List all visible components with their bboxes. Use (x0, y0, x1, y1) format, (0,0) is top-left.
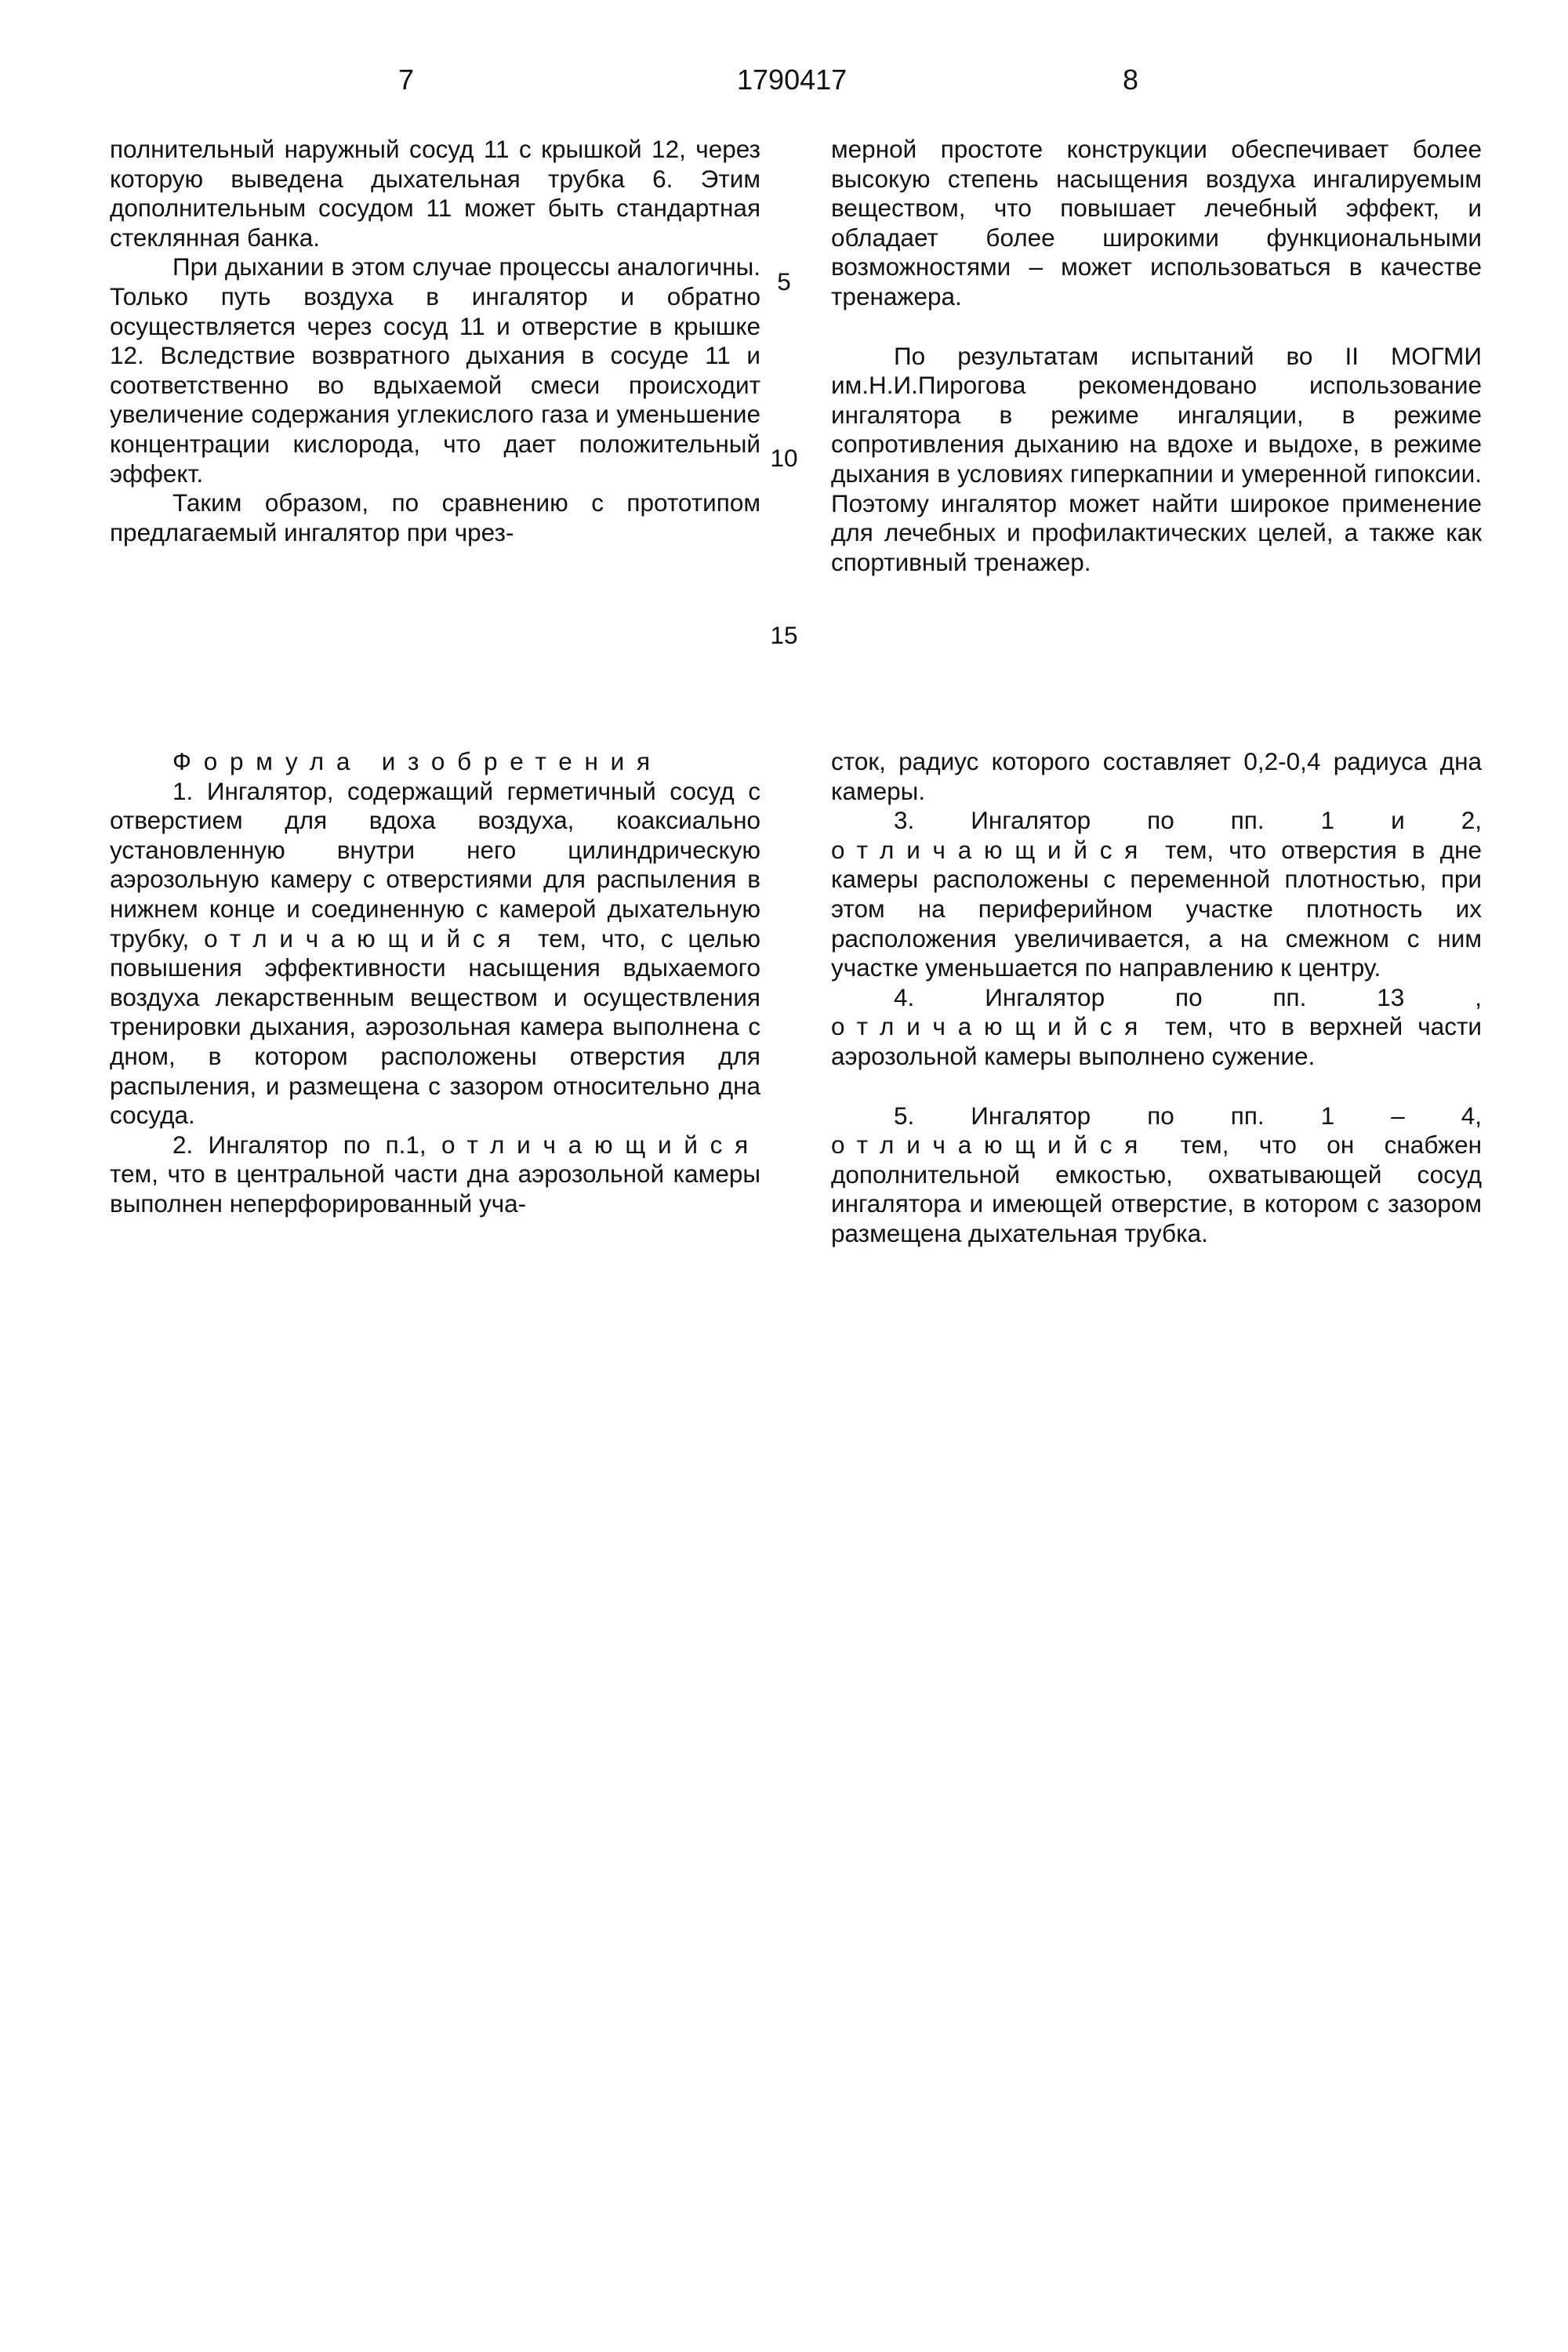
right-column-claims (831, 747, 1482, 1249)
claim-1: 1. Ингалятор, содержащий герметичный сосуд с отверстием для вдоха воздуха, коаксиально установленную внутри него цилиндрическую аэрозольную камеру с отверстиями для распыления в нижнем конце и соединенную с камерой дыхательную трубку, отличающийся тем, что, с целью повышения эффективности насыщения вдыхаемого воздуха лекарственным веществом и осуществления тренировки дыхания, аэрозольная камера выполнена с дном, в котором расположены отверстия для распыления, и размещена с зазором относительно дна сосуда. (110, 776, 760, 1130)
paragraph: При дыхании в этом случае процессы аналогичны. Только путь воздуха в ингалятор и обратно осуществляется через сосуд 11 и отверстие в крышке 12. Вследствие возвратного дыхания в сосуде 11 и соответственно во вдыхаемой смеси происходит увеличение содержания углекислого газа и уменьшение концентрации кислорода, что дает положительный эффект. (110, 252, 760, 488)
claim-3: 3. Ингалятор по пп. 1 и 2, отличающийся тем, что отверстия в дне камеры расположены с переменной плотностью, при этом на периферийном участке плотность их расположения увеличивается, а на смежном с ним участке уменьшается по направлению к центру. (831, 806, 1482, 982)
claim-4: 4. Ингалятор по пп. 13 , отличающийся тем, что в верхней части аэрозольной камеры выполнено сужение. (831, 982, 1482, 1070)
paragraph: полнительный наружный сосуд 11 с крышкой 12, через которую выведена дыхательная трубка 6. Этим дополнительным сосудом 11 может быть стандартная стеклянная банка. (110, 135, 760, 252)
claims-heading: Формула изобретения (172, 747, 662, 775)
claim-5: 5. Ингалятор по пп. 1 – 4, отличающийся тем, что он снабжен дополнительной емкостью, охватывающей сосуд ингалятора и имеющей отверстие, в котором с зазором размещена дыхательная трубка. (831, 1101, 1482, 1247)
left-column-claims (110, 747, 760, 1219)
claim-2-continuation: сток, радиус которого составляет 0,2-0,4 радиуса дна камеры. (831, 747, 1482, 805)
paragraph: По результатам испытаний во II МОГМИ им.Н.И.Пирогова рекомендовано использование ингалятора в режиме ингаляции, в режиме сопротивления дыханию на вдохе и выдохе, в режиме дыхания в условиях гиперкапнии и умеренной гипоксии. Поэтому ингалятор может найти широкое применение для лечебных и профилактических целей, а также как спортивный тренажер. (831, 341, 1482, 576)
page-number-left: 7 (398, 64, 415, 96)
right-column-top (831, 135, 1482, 577)
left-column-top (110, 135, 760, 547)
line-number-10: 10 (770, 444, 798, 472)
line-number-5: 5 (777, 267, 791, 296)
paragraph: мерной простоте конструкции обеспечивает более высокую степень насыщения воздуха ингалируемым веществом, что повышает лечебный эффект, и обладает более широкими функциональными возможностями – может использоваться в качестве тренажера. (831, 135, 1482, 310)
paragraph: Таким образом, по сравнению с прототипом предлагаемый ингалятор при чрез- (110, 488, 760, 546)
claim-2: 2. Ингалятор по п.1, отличающийся тем, что в центральной части дна аэрозольной камеры выполнен неперфорированный уча- (110, 1130, 760, 1218)
line-number-15: 15 (770, 621, 798, 649)
patent-number: 1790417 (737, 64, 848, 96)
page-number-right: 8 (1123, 64, 1139, 96)
